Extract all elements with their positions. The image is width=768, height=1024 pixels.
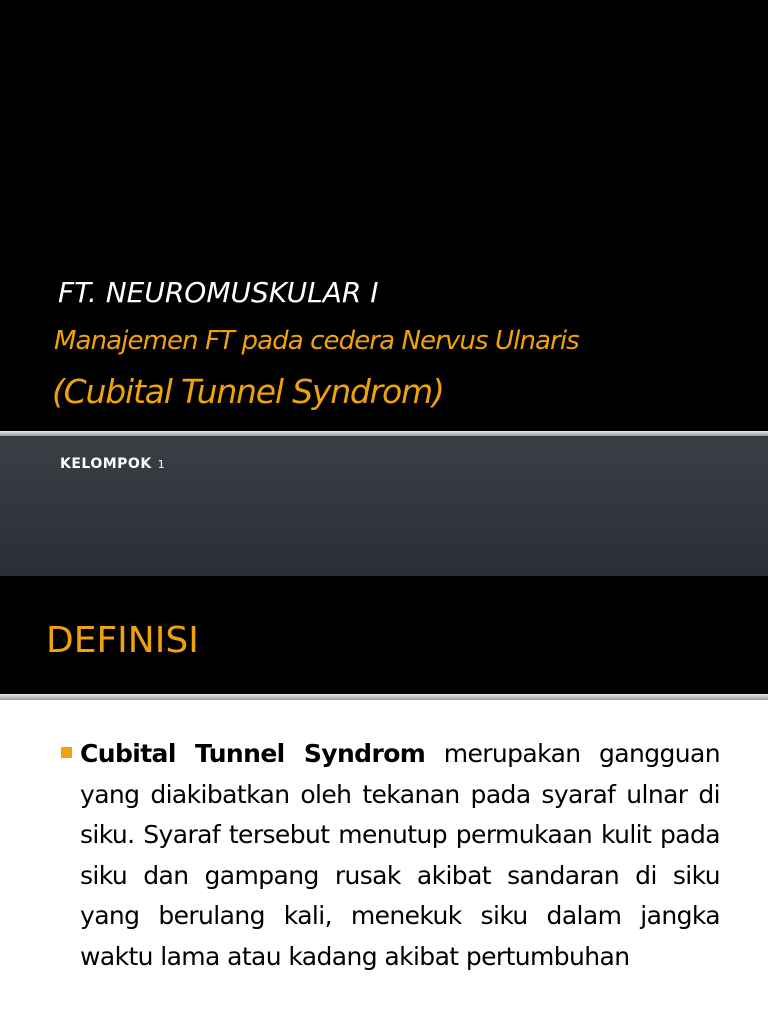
group-number: 1 [157,458,166,471]
slide-subtitle: Manajemen FT pada cedera Nervus Ulnaris [54,326,579,356]
slide-subtitle-syndrome: (Cubital Tunnel Syndrom) [52,372,444,411]
definition-term: Cubital Tunnel Syndrom [80,739,426,768]
definition-bullet [80,734,720,977]
group-label-text: KELOMPOK [60,456,152,472]
definition-header [0,576,768,696]
definition-slide [0,576,768,1024]
definition-title: DEFINISI [46,620,199,661]
square-bullet-icon [61,747,72,758]
definition-divider [0,694,768,700]
slide-title: FT. NEUROMUSKULAR I [58,276,379,309]
definition-body: merupakan gangguan yang diakibatkan oleh tekanan pada syaraf ulnar di siku. Syaraf tersebut menutup permukaan kulit pada siku dan gampang rusak akibat sandaran di siku yang berulang kali, menekuk siku dalam jangka waktu lama atau kadang akibat pertumbuhan [80,739,721,971]
group-label [60,456,165,472]
